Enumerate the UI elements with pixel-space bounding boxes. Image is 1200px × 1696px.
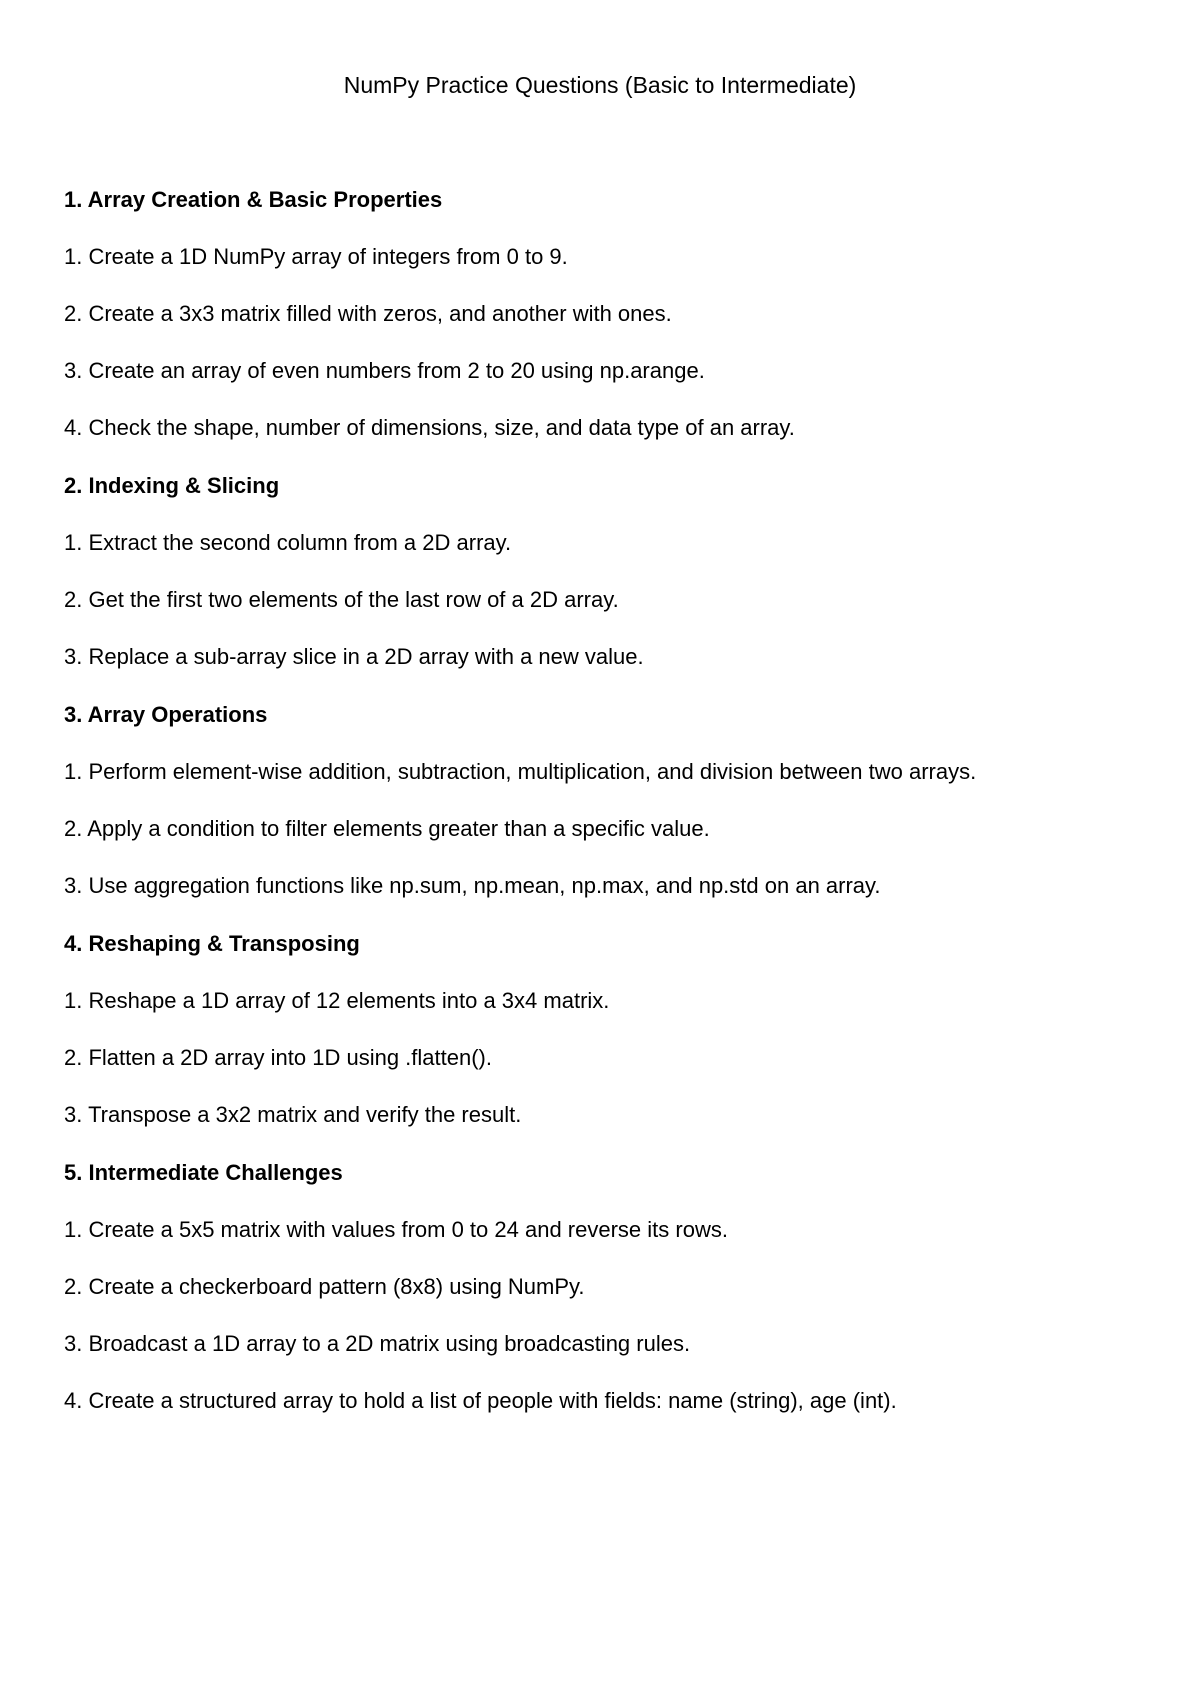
question-item: 2. Flatten a 2D array into 1D using .flatten(). — [64, 1045, 492, 1070]
question-item: 2. Create a 3x3 matrix filled with zeros, and another with ones. — [64, 301, 672, 326]
section-indexing-slicing — [64, 471, 1164, 672]
section-heading: 2. Indexing & Slicing — [64, 473, 280, 498]
section-heading: 1. Array Creation & Basic Properties — [64, 187, 443, 212]
question-item: 3. Broadcast a 1D array to a 2D matrix using broadcasting rules. — [64, 1331, 691, 1356]
section-heading: 4. Reshaping & Transposing — [64, 931, 360, 956]
section-list — [64, 185, 1164, 1444]
question-item: 1. Create a 1D NumPy array of integers from 0 to 9. — [64, 244, 568, 269]
question-item: 4. Create a structured array to hold a list of people with fields: name (string), age (int). — [64, 1388, 897, 1413]
question-item: 1. Create a 5x5 matrix with values from 0 to 24 and reverse its rows. — [64, 1217, 728, 1242]
section-intermediate-challenges — [64, 1158, 1164, 1416]
page-title: NumPy Practice Questions (Basic to Intermediate) — [343, 72, 857, 98]
question-item: 3. Transpose a 3x2 matrix and verify the result. — [64, 1102, 522, 1127]
question-item: 2. Apply a condition to filter elements greater than a specific value. — [64, 816, 710, 841]
question-item: 3. Replace a sub-array slice in a 2D array with a new value. — [64, 644, 644, 669]
section-reshaping-transposing — [64, 929, 1164, 1130]
question-item: 1. Extract the second column from a 2D array. — [64, 530, 512, 555]
question-item: 1. Perform element-wise addition, subtraction, multiplication, and division between two arrays. — [64, 759, 977, 784]
section-heading: 5. Intermediate Challenges — [64, 1160, 343, 1185]
question-item: 2. Create a checkerboard pattern (8x8) using NumPy. — [64, 1274, 585, 1299]
question-item: 1. Reshape a 1D array of 12 elements into a 3x4 matrix. — [64, 988, 610, 1013]
question-item: 2. Get the first two elements of the last row of a 2D array. — [64, 587, 619, 612]
question-item: 3. Create an array of even numbers from 2 to 20 using np.arange. — [64, 358, 705, 383]
question-item: 3. Use aggregation functions like np.sum, np.mean, np.max, and np.std on an array. — [64, 873, 881, 898]
question-item: 4. Check the shape, number of dimensions, size, and data type of an array. — [64, 415, 795, 440]
section-array-creation — [64, 185, 1164, 443]
section-array-operations — [64, 700, 1164, 901]
section-heading: 3. Array Operations — [64, 702, 268, 727]
